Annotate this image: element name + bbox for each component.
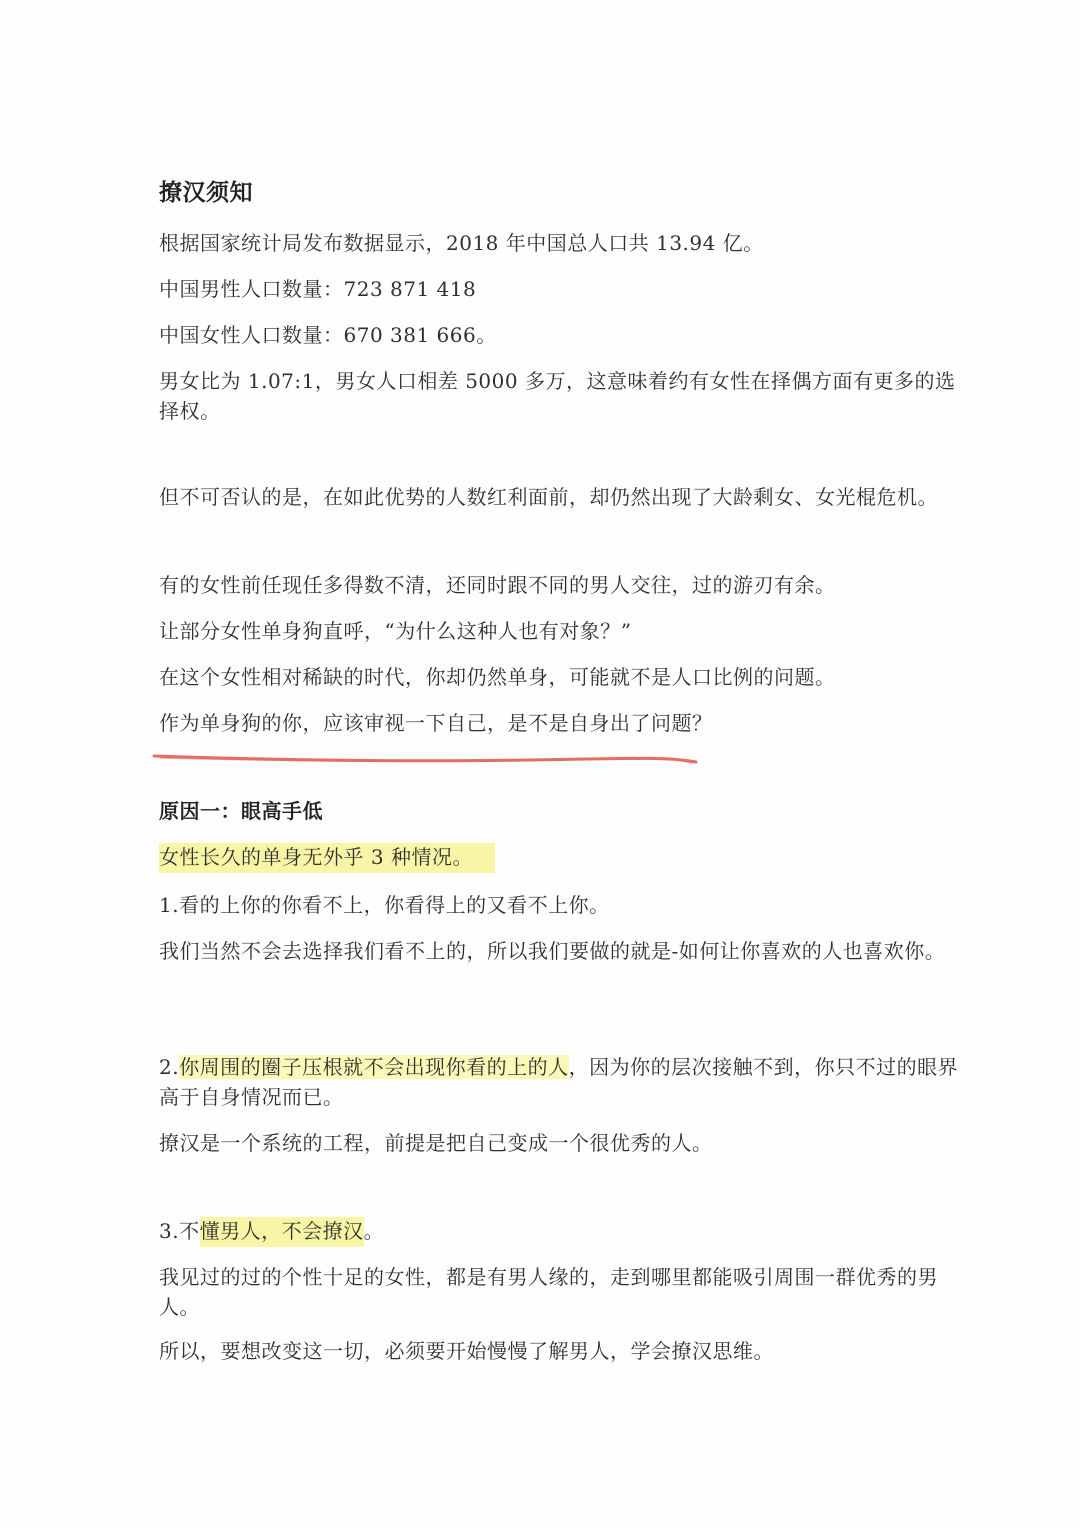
reason-item-3-number: 3.不 bbox=[159, 1219, 200, 1243]
section-lead bbox=[159, 842, 495, 872]
highlighted-lead: 女性长久的单身无外乎 3 种情况。 bbox=[159, 843, 495, 873]
red-pen-underline bbox=[150, 748, 710, 772]
paragraph-ratio: 男女比为 1.07:1，男女人口相差 5000 多万，这意味着约有女性在择偶方面有更多的选择权。 bbox=[159, 369, 956, 423]
reason-item-3 bbox=[159, 1216, 384, 1246]
paragraph-statistics: 根据国家统计局发布数据显示，2018 年中国总人口共 13.94 亿。 bbox=[159, 231, 764, 255]
reason-item-2 bbox=[159, 1052, 959, 1112]
paragraph-self-review: 作为单身狗的你，应该审视一下自己，是不是自身出了问题？ bbox=[159, 711, 713, 735]
paragraph-crisis: 但不可否认的是，在如此优势的人数红利面前，却仍然出现了大龄剩女、女光棍危机。 bbox=[159, 485, 938, 509]
paragraph-exes: 有的女性前任现任多得数不清，还同时跟不同的男人交往，过的游刃有余。 bbox=[159, 573, 836, 597]
section-heading: 原因一：眼高手低 bbox=[159, 799, 323, 823]
reason-item-3-suffix: 。 bbox=[363, 1219, 385, 1243]
reason-item-2-rest: ，因为你的层次接触不到，你只不过的眼界高于自身情况而已。 bbox=[159, 1055, 959, 1109]
reason-item-1: 1.看的上你的你看不上，你看得上的又看不上你。 bbox=[159, 893, 610, 917]
highlighted-circle-text: 你周围的圈子压根就不会出现你看的上的人 bbox=[179, 1055, 569, 1079]
reason-item-2-text: 撩汉是一个系统的工程，前提是把自己变成一个很优秀的人。 bbox=[159, 1131, 713, 1155]
highlighted-understand-men: 懂男人，不会撩汉 bbox=[200, 1217, 364, 1247]
closing-paragraph: 所以，要想改变这一切，必须要开始慢慢了解男人，学会撩汉思维。 bbox=[159, 1339, 774, 1363]
paragraph-complaint: 让部分女性单身狗直呼，“为什么这种人也有对象？” bbox=[159, 619, 632, 643]
paragraph-female-population: 中国女性人口数量：670 381 666。 bbox=[159, 323, 497, 347]
document-title: 撩汉须知 bbox=[159, 180, 253, 206]
reason-item-2-number: 2. bbox=[159, 1055, 180, 1079]
paragraph-era: 在这个女性相对稀缺的时代，你却仍然单身，可能就不是人口比例的问题。 bbox=[159, 665, 836, 689]
reason-item-1-text: 我们当然不会去选择我们看不上的，所以我们要做的就是-如何让你喜欢的人也喜欢你。 bbox=[159, 939, 946, 963]
reason-item-3-text: 我见过的过的个性十足的女性，都是有男人缘的，走到哪里都能吸引周围一群优秀的男人。 bbox=[159, 1265, 938, 1319]
paragraph-male-population: 中国男性人口数量：723 871 418 bbox=[159, 277, 477, 301]
